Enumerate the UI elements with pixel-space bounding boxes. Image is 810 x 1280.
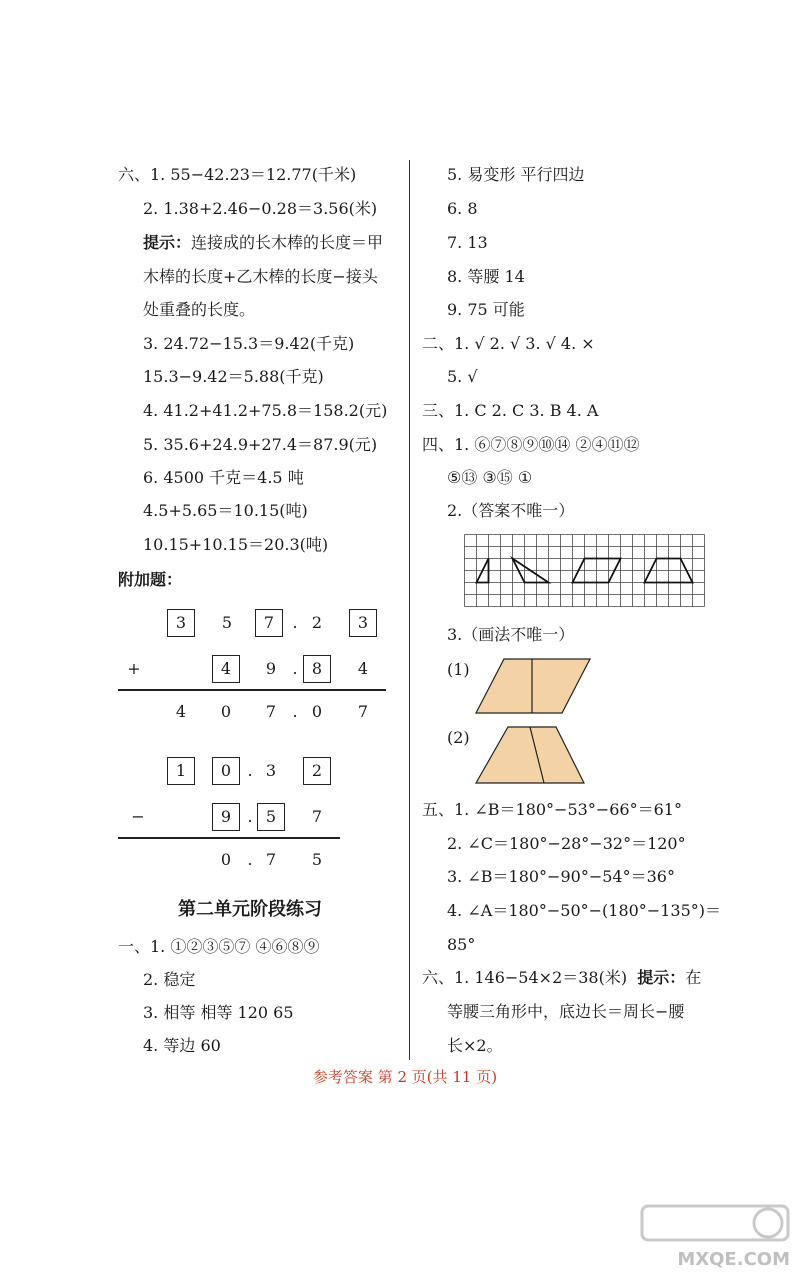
hint-line-2: 木棒的长度+乙木棒的长度−接头 (143, 267, 378, 286)
s4-q1b: ⑤⑬ ③⑮ ① (447, 468, 533, 487)
digit: 3 (265, 761, 277, 780)
s6-q4: 4. 41.2+41.2+75.8＝158.2(元) (143, 401, 388, 420)
digit: 4 (357, 659, 369, 678)
digit: 7 (357, 702, 369, 721)
s3-row: 三、1. C 2. C 3. B 4. A (422, 401, 599, 420)
hint-label: 提示： (637, 968, 686, 987)
s6r-q1a: 六、1. 146−54×2＝38(米) 提示：在 (422, 968, 702, 987)
digit: 7 (263, 613, 275, 632)
grid-figure (464, 534, 708, 608)
parallelogram-figure (474, 657, 594, 715)
parallelogram-fill (476, 659, 590, 713)
hint-line-1: 提示：连接成的长木棒的长度＝甲 (143, 233, 384, 252)
digit: 7 (265, 702, 277, 721)
digit: 2 (311, 761, 323, 780)
s6-q1: 六、1. 55−42.23＝12.77(千米) (118, 165, 357, 184)
s5-q3: 3. ∠B＝180°−90°−54°＝36° (447, 867, 675, 886)
s4-q3: 3.（画法不唯一） (447, 625, 575, 644)
decimal-point: . (247, 850, 253, 869)
digit: 4 (220, 659, 232, 678)
r-q6: 6. 8 (447, 199, 478, 218)
digit: 2 (311, 613, 323, 632)
trapezoid-fill (476, 727, 584, 783)
s5-q4a: 4. ∠A＝180°−50°−(180°−135°)＝ (447, 901, 721, 920)
digit: 5 (311, 850, 323, 869)
r-q8: 8. 等腰 14 (447, 267, 525, 286)
hint-label: 提示： (143, 233, 192, 252)
decimal-point: . (292, 702, 298, 721)
digit: 5 (265, 807, 277, 826)
difference-line (118, 837, 340, 839)
u1-q1: 一、1. ①②③⑤⑦ ④⑥⑧⑨ (118, 937, 320, 956)
grid-lines (465, 535, 705, 607)
s6-q6a: 6. 4500 千克＝4.5 吨 (143, 468, 304, 487)
s6-q3b: 15.3−9.42＝5.88(千克) (143, 367, 324, 386)
s6-q2: 2. 1.38+2.46−0.28＝3.56(米) (143, 199, 378, 218)
decimal-point: . (247, 807, 253, 826)
digit: 4 (175, 702, 187, 721)
bonus-title: 附加题： (118, 570, 183, 589)
s6r-q1c: 长×2。 (447, 1036, 503, 1055)
sum-line (118, 689, 386, 691)
digit: 3 (175, 613, 187, 632)
digit: 7 (311, 807, 323, 826)
trapezoid-figure (474, 725, 586, 785)
u1-q3: 3. 相等 相等 120 65 (143, 1003, 294, 1022)
digit: 1 (175, 761, 187, 780)
minus-sign: − (131, 807, 145, 826)
plus-sign: + (127, 659, 141, 678)
s5-q4b: 85° (447, 935, 476, 954)
hint-line-3: 处重叠的长度。 (143, 300, 256, 319)
column-divider (409, 160, 410, 1060)
decimal-point: . (292, 659, 298, 678)
digit: 0 (220, 850, 232, 869)
s6-q6b: 4.5+5.65＝10.15(吨) (143, 501, 308, 520)
s6-q6c: 10.15+10.15＝20.3(吨) (143, 535, 329, 554)
r-q9: 9. 75 可能 (447, 300, 525, 319)
watermark-text: MXQE.COM (677, 1249, 790, 1270)
s5-q1: 五、1. ∠B＝180°−53°−66°＝61° (422, 800, 682, 819)
digit: 7 (265, 850, 277, 869)
s4-q1a: 四、1. ⑥⑦⑧⑨⑩⑭ ②④⑪⑫ (422, 435, 640, 454)
digit: 0 (311, 702, 323, 721)
s6r-q1b: 等腰三角形中，底边长＝周长−腰 (447, 1002, 685, 1021)
digit: 5 (221, 613, 233, 632)
unit-title: 第二单元阶段练习 (178, 899, 322, 920)
figure-2-label: (2) (447, 728, 470, 747)
digit: 9 (265, 659, 277, 678)
digit: 3 (357, 613, 369, 632)
u1-q2: 2. 稳定 (143, 970, 196, 989)
r-q5: 5. 易变形 平行四边 (447, 165, 585, 184)
s2-row1: 二、1. √ 2. √ 3. √ 4. × (422, 334, 595, 353)
figure-1-label: (1) (447, 660, 470, 679)
s2-row2: 5. √ (447, 367, 478, 386)
decimal-point: . (292, 613, 298, 632)
s6-q3a: 3. 24.72−15.3＝9.42(千克) (143, 334, 355, 353)
u1-q4: 4. 等边 60 (143, 1036, 221, 1055)
s6-q5: 5. 35.6+24.9+27.4＝87.9(元) (143, 435, 378, 454)
r-q7: 7. 13 (447, 233, 488, 252)
page-footer: 参考答案 第 2 页(共 11 页) (312, 1068, 498, 1086)
digit: 8 (311, 659, 323, 678)
s4-q2: 2.（答案不唯一） (447, 501, 575, 520)
digit: 9 (220, 807, 232, 826)
watermark-logo (640, 1204, 790, 1270)
digit: 0 (220, 702, 232, 721)
decimal-point: . (247, 761, 253, 780)
s5-q2: 2. ∠C＝180°−28°−32°＝120° (447, 834, 686, 853)
digit: 0 (220, 761, 232, 780)
